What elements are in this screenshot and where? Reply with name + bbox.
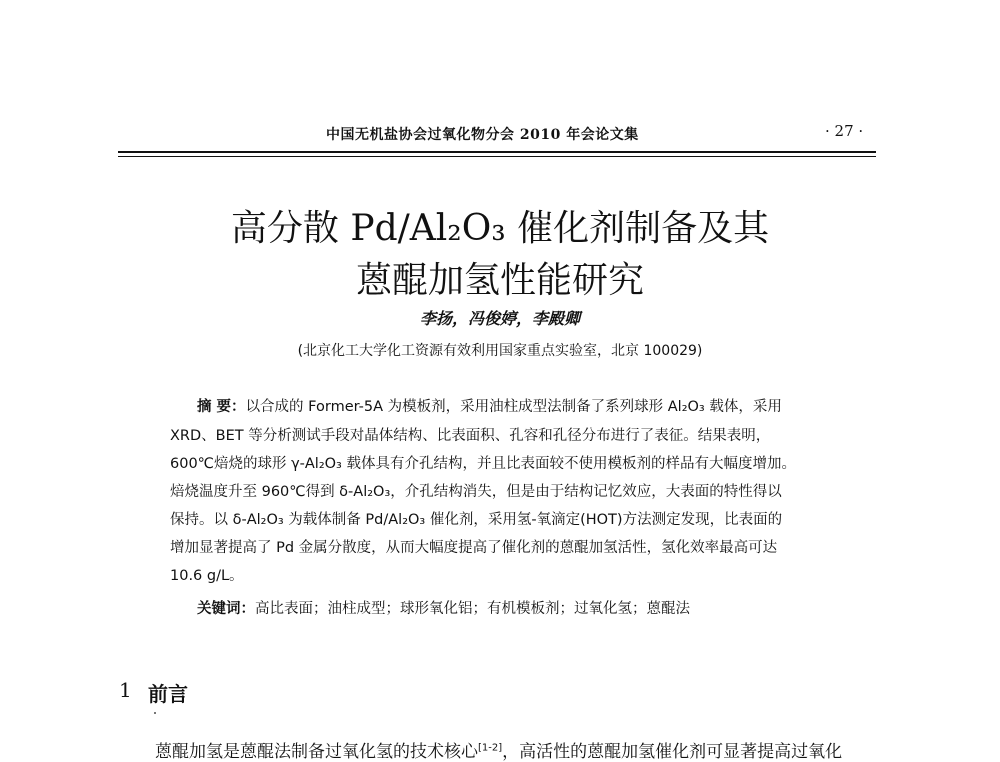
intro-rest: ，高活性的蒽醌加氢催化剂可显著提高过氧化 [502, 742, 843, 762]
section-title: 前言 [148, 682, 188, 706]
abstract-line-5: 保持。以 δ-Al₂O₃ 为载体制备 Pd/Al₂O₃ 催化剂，采用氢-氧滴定(HOT)方法测定发现，比表面的 [170, 512, 783, 528]
abstract-line-3: 600℃焙烧的球形 γ-Al₂O₃ 载体具有介孔结构，并且比表面较不使用模板剂的样品有大幅度增加。 [170, 456, 796, 472]
keywords-label: 关键词： [197, 601, 255, 617]
abstract-line-4: 焙烧温度升至 960℃得到 δ-Al₂O₃，介孔结构消失，但是由于结构记忆效应，大表面的特性得以 [170, 484, 782, 500]
abstract-line-2: XRD、BET 等分析测试手段对晶体结构、比表面积、孔容和孔径分布进行了表征。结果表明， [170, 428, 771, 444]
intro-text: 蒽醌加氢是蒽醌法制备过氧化氢的技术核心 [155, 742, 478, 762]
intro-citation: [1-2] [478, 742, 503, 754]
running-header: 中国无机盐协会过氧化物分会 2010 年会论文集 [326, 127, 639, 143]
abstract-line-7: 10.6 g/L。 [170, 568, 244, 584]
keywords-line [197, 597, 877, 618]
paper-title-line-2: 蒽醌加氢性能研究 [355, 260, 644, 301]
page-number: · 27 · [825, 122, 864, 140]
affiliation: (北京化工大学化工资源有效利用国家重点实验室，北京 100029) [297, 343, 703, 359]
scan-speck [154, 712, 156, 714]
abstract-text-1: 以合成的 Former-5A 为模板剂，采用油柱成型法制备了系列球形 Al₂O₃ 载体，采用 [245, 399, 782, 415]
authors: 李扬，冯俊婷，李殿卿 [419, 309, 580, 328]
abstract-line-6: 增加显著提高了 Pd 金属分散度，从而大幅度提高了催化剂的蒽醌加氢活性，氢化效率最高可达 [170, 540, 778, 556]
section-number: 1 [119, 678, 132, 702]
keywords-text: 高比表面；油柱成型；球形氧化铝；有机模板剂；过氧化氢；蒽醌法 [255, 601, 690, 617]
header-rule-thick [118, 151, 876, 153]
paper-title-line-1: 高分散 Pd/Al₂O₃ 催化剂制备及其 [230, 208, 770, 249]
abstract-line-1 [197, 395, 877, 416]
abstract-label: 摘 要： [197, 399, 246, 415]
header-rule-thin [118, 156, 876, 157]
intro-line [155, 737, 842, 762]
